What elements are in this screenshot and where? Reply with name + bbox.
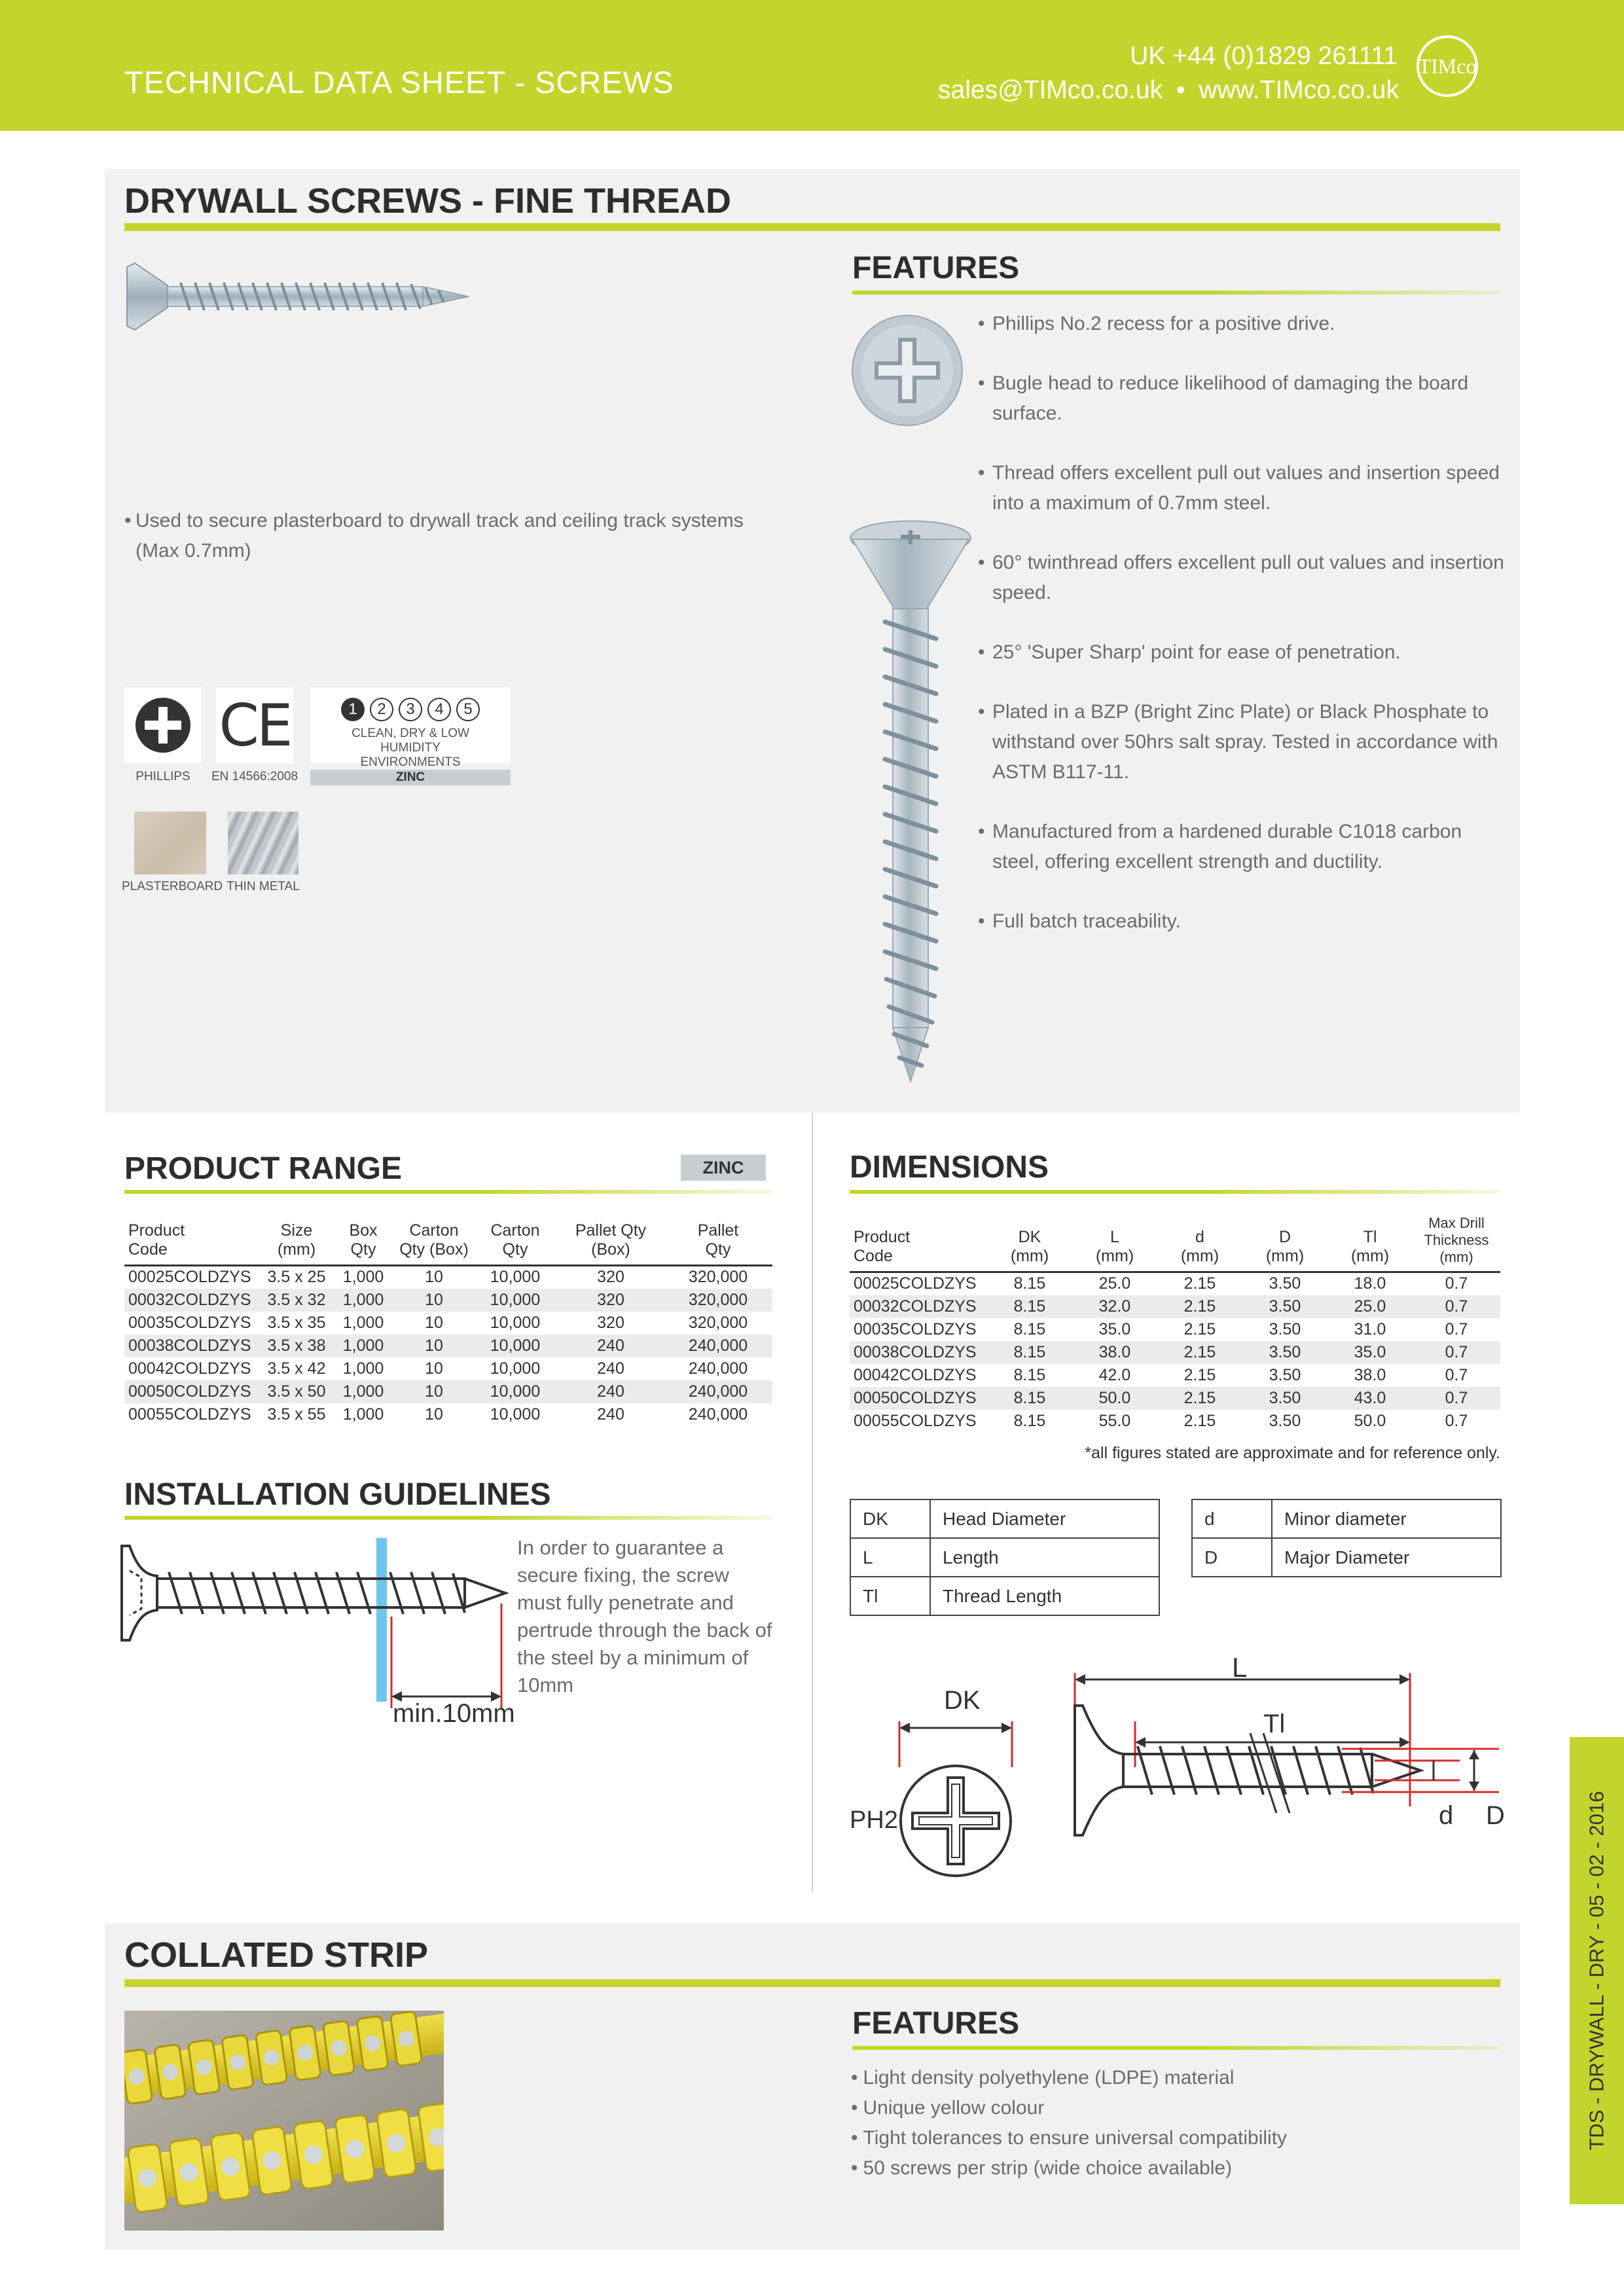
- column-header: Tl (mm): [1350, 1228, 1390, 1265]
- diagram-label-d-minor: d: [1439, 1801, 1454, 1830]
- table-cell: 0.7: [1445, 1274, 1468, 1293]
- table-cell: 3.50: [1269, 1319, 1301, 1338]
- table-cell: 10,000: [490, 1313, 541, 1332]
- collated-feature-text: Tight tolerances to ensure universal compatibility: [863, 2127, 1288, 2149]
- table-cell: 8.15: [987, 1387, 1072, 1410]
- environment-level-2: 2: [370, 698, 393, 721]
- features-rule: [852, 291, 1500, 295]
- collated-features-list: [851, 2063, 1499, 2183]
- installation-min-label: min.10mm: [393, 1699, 515, 1728]
- column-header: DK (mm): [1010, 1228, 1049, 1265]
- table-cell: 1,000: [342, 1359, 384, 1378]
- table-cell: 3.50: [1242, 1387, 1327, 1410]
- column-header: L (mm): [1095, 1228, 1134, 1265]
- table-cell: 25.0: [1098, 1274, 1131, 1293]
- table-cell: 3.5 x 38: [262, 1335, 331, 1357]
- table-cell: 2.15: [1183, 1274, 1216, 1293]
- feature-item-text: Bugle head to reduce likelihood of damaging the board surface.: [992, 372, 1469, 424]
- table-cell: 10,000: [490, 1359, 541, 1378]
- table-cell: 8.15: [1013, 1319, 1046, 1338]
- table-cell: 1,000: [331, 1289, 395, 1312]
- table-cell: 3.5 x 32: [262, 1289, 331, 1312]
- environment-level-1: 1: [341, 698, 365, 721]
- feature-item-text: Manufactured from a hardened durable C1018 carbon steel, offering excellent strength and ductility.: [992, 821, 1462, 872]
- header-phone[interactable]: UK +44 (0)1829 261111: [1130, 42, 1398, 70]
- environment-level-4: 4: [427, 698, 451, 721]
- company-logo: [1416, 35, 1478, 97]
- legend-table-left: [850, 1499, 1160, 1616]
- table-cell: 320,000: [688, 1268, 748, 1287]
- feature-item: • Phillips No.2 recess for a positive drive.: [978, 309, 1508, 339]
- table-cell: 240: [558, 1380, 664, 1403]
- header-contact: [938, 76, 1399, 105]
- table-cell: 10: [425, 1313, 443, 1332]
- table-cell: 00055COLDZYS: [854, 1411, 977, 1430]
- table-cell: 240,000: [688, 1359, 748, 1378]
- feature-item-text: Full batch traceability.: [992, 910, 1181, 932]
- table-cell: 8.15: [1013, 1365, 1046, 1384]
- thin-metal-caption: THIN METAL: [226, 880, 300, 893]
- dimensions-title: DIMENSIONS: [850, 1150, 1049, 1185]
- environment-label: CLEAN, DRY & LOW HUMIDITY ENVIRONMENTS: [352, 726, 469, 769]
- table-row: [850, 1364, 1500, 1387]
- legend-meaning: Length: [930, 1538, 1159, 1577]
- table-cell: 240,000: [664, 1380, 772, 1403]
- table-row: [124, 1312, 772, 1335]
- table-cell: 3.50: [1269, 1274, 1301, 1293]
- table-cell: 00032COLDZYS: [850, 1295, 987, 1318]
- table-cell: 1,000: [331, 1335, 395, 1357]
- table-cell: 0.7: [1413, 1387, 1500, 1410]
- collated-feature-item: • 50 screws per strip (wide choice available): [851, 2157, 1233, 2179]
- table-cell: 10,000: [473, 1335, 558, 1357]
- table-row: [124, 1289, 772, 1312]
- table-cell: 43.0: [1327, 1387, 1413, 1410]
- legend-row: [850, 1499, 1159, 1538]
- table-cell: 2.15: [1183, 1365, 1216, 1384]
- table-cell: 00038COLDZYS: [124, 1335, 262, 1357]
- table-cell: 320: [597, 1313, 624, 1332]
- table-cell: 00032COLDZYS: [124, 1289, 262, 1312]
- legend-symbol: D: [1192, 1538, 1272, 1577]
- features-list: [978, 309, 1508, 966]
- header-title: TECHNICAL DATA SHEET - SCREWS: [124, 65, 674, 99]
- column-header: Box Qty: [349, 1221, 378, 1259]
- logo-text: TIMco: [1418, 54, 1477, 78]
- legend-meaning: Head Diameter: [930, 1499, 1159, 1538]
- table-cell: 3.50: [1242, 1295, 1327, 1318]
- diagram-label-l: L: [1232, 1652, 1248, 1683]
- table-cell: 50.0: [1072, 1387, 1157, 1410]
- table-cell: 3.50: [1269, 1411, 1301, 1430]
- feature-item-text: Phillips No.2 recess for a positive drive.: [992, 313, 1335, 334]
- table-cell: 00050COLDZYS: [850, 1387, 987, 1410]
- feature-item: • Full batch traceability.: [978, 906, 1508, 937]
- collated-title: COLLATED STRIP: [124, 1935, 428, 1975]
- installation-rule: [124, 1516, 772, 1520]
- product-range-table: [124, 1221, 772, 1426]
- side-tab-label: [1570, 1737, 1624, 2204]
- table-cell: 10: [425, 1268, 443, 1287]
- table-cell: 38.0: [1072, 1341, 1157, 1364]
- legend-row: [850, 1577, 1159, 1615]
- table-cell: 8.15: [987, 1295, 1072, 1318]
- table-cell: 0.7: [1445, 1365, 1468, 1384]
- table-cell: 2.15: [1183, 1411, 1216, 1430]
- table-cell: 10: [425, 1405, 443, 1424]
- feature-item: • Plated in a BZP (Bright Zinc Plate) or Black Phosphate to withstand over 50hrs salt spray. Tested in accordance with ASTM B117-11.: [978, 697, 1508, 787]
- table-cell: 3.5 x 50: [262, 1380, 331, 1403]
- plasterboard-swatch: [134, 812, 206, 874]
- header-email[interactable]: sales@TIMco.co.uk: [938, 76, 1163, 104]
- table-cell: 3.5 x 35: [267, 1313, 326, 1332]
- table-cell: 00025COLDZYS: [854, 1274, 977, 1293]
- dimensions-rule: [850, 1190, 1500, 1194]
- header-website[interactable]: www.TIMco.co.uk: [1199, 76, 1399, 104]
- feature-item: • 60° twinthread offers excellent pull out values and insertion speed.: [978, 548, 1508, 608]
- legend-row: [1192, 1499, 1501, 1538]
- environment-badge: [310, 687, 511, 769]
- environment-level-5: 5: [456, 698, 480, 721]
- table-cell: 320,000: [688, 1313, 748, 1332]
- phillips-caption: PHILLIPS: [135, 770, 190, 783]
- usage-text-content: Used to secure plasterboard to drywall track and ceiling track systems (Max 0.7mm): [135, 510, 744, 562]
- column-header: d (mm): [1180, 1228, 1219, 1265]
- table-cell: 3.50: [1269, 1365, 1301, 1384]
- table-cell: 10: [395, 1335, 473, 1357]
- installation-text: In order to guarantee a secure fixing, the screw must fully penetrate and pertrude through the back of the steel by a minimum of 10mm: [517, 1536, 772, 1696]
- dimensions-footnote: *all figures stated are approximate and for reference only.: [1085, 1444, 1500, 1462]
- product-range-title: PRODUCT RANGE: [124, 1151, 403, 1186]
- collated-features-rule: [852, 2046, 1500, 2050]
- table-row: [124, 1403, 772, 1426]
- head-view: [899, 1721, 1012, 1876]
- title-rule: [124, 223, 1500, 231]
- legend-meaning: Major Diameter: [1272, 1538, 1501, 1577]
- table-row: [850, 1410, 1500, 1433]
- table-header-row: [850, 1215, 1500, 1272]
- product-range-rule: [124, 1190, 772, 1194]
- table-cell: 10: [425, 1359, 443, 1378]
- side-view: [1075, 1673, 1499, 1835]
- collated-feature-text: 50 screws per strip (wide choice available): [863, 2157, 1233, 2179]
- table-cell: 00025COLDZYS: [128, 1268, 251, 1287]
- table-row: [124, 1357, 772, 1380]
- ce-badge: [216, 687, 293, 763]
- features-title: FEATURES: [852, 251, 1020, 285]
- environment-level-3: 3: [399, 698, 422, 721]
- table-cell: 3.5 x 25: [267, 1268, 326, 1287]
- legend-symbol: DK: [850, 1499, 930, 1538]
- table-cell: 320,000: [664, 1289, 772, 1312]
- side-tab-text: TDS - DRYWALL - DRY - 05 - 02 - 2016: [1585, 1791, 1608, 2151]
- table-cell: 1,000: [342, 1313, 384, 1332]
- phillips-icon: [124, 687, 202, 763]
- feature-item: • Manufactured from a hardened durable C1018 carbon steel, offering excellent strength and ductility.: [978, 817, 1508, 877]
- table-cell: 1,000: [331, 1380, 395, 1403]
- legend-meaning: Minor diameter: [1272, 1499, 1501, 1538]
- table-cell: 3.5 x 55: [267, 1405, 326, 1424]
- table-cell: 32.0: [1072, 1295, 1157, 1318]
- collated-feature-item: • Unique yellow colour: [851, 2097, 1045, 2119]
- table-cell: 2.15: [1157, 1341, 1242, 1364]
- table-cell: 35.0: [1098, 1319, 1131, 1338]
- table-cell: 2.15: [1157, 1387, 1242, 1410]
- table-cell: 55.0: [1098, 1411, 1131, 1430]
- collated-feature-text: Light density polyethylene (LDPE) material: [863, 2067, 1235, 2089]
- table-cell: 00055COLDZYS: [128, 1405, 251, 1424]
- table-cell: 240,000: [688, 1405, 748, 1424]
- column-header: Pallet Qty (Box): [575, 1221, 647, 1259]
- environment-scale: [310, 698, 511, 721]
- table-cell: 240: [558, 1335, 664, 1357]
- product-range-badge: ZINC: [681, 1155, 766, 1181]
- phillips-head-image: [851, 314, 964, 427]
- collated-feature-text: Unique yellow colour: [863, 2097, 1045, 2119]
- collated-strip-image: [124, 2011, 444, 2231]
- diagram-label-dk: DK: [944, 1686, 981, 1715]
- table-cell: 3.50: [1242, 1341, 1327, 1364]
- legend-symbol: d: [1192, 1499, 1272, 1538]
- plasterboard-caption: PLASTERBOARD: [122, 880, 223, 893]
- table-cell: 31.0: [1354, 1319, 1386, 1338]
- column-header: Max Drill Thickness (mm): [1424, 1215, 1489, 1265]
- table-cell: 8.15: [1013, 1274, 1046, 1293]
- product-title: DRYWALL SCREWS - FINE THREAD: [124, 181, 731, 221]
- table-cell: 3.5 x 42: [267, 1359, 326, 1378]
- feature-item: • Thread offers excellent pull out values and insertion speed into a maximum of 0.7mm steel.: [978, 458, 1508, 518]
- table-header-row: [124, 1221, 772, 1266]
- table-cell: 10: [395, 1380, 473, 1403]
- collated-rule: [124, 1979, 1500, 1987]
- ce-caption: EN 14566:2008: [211, 770, 298, 783]
- diagram-label-d-major: D: [1486, 1801, 1505, 1830]
- diagram-label-tl: Tl: [1263, 1710, 1286, 1738]
- feature-item: • 25° 'Super Sharp' point for ease of penetration.: [978, 637, 1508, 668]
- usage-text: • Used to secure plasterboard to drywall track and ceiling track systems (Max 0.7mm): [124, 506, 779, 566]
- table-cell: 320: [558, 1289, 664, 1312]
- column-divider: [812, 1113, 813, 1892]
- table-cell: 240,000: [664, 1335, 772, 1357]
- column-header: Size (mm): [277, 1221, 316, 1259]
- installation-title: INSTALLATION GUIDELINES: [124, 1477, 551, 1512]
- feature-item: • Bugle head to reduce likelihood of damaging the board surface.: [978, 368, 1508, 429]
- table-cell: 0.7: [1445, 1411, 1468, 1430]
- column-header: Pallet Qty: [697, 1221, 739, 1259]
- table-cell: 240: [597, 1359, 624, 1378]
- table-row: [124, 1380, 772, 1403]
- table-cell: 35.0: [1327, 1341, 1413, 1364]
- table-cell: 320: [597, 1268, 624, 1287]
- legend-symbol: Tl: [850, 1577, 930, 1615]
- legend-symbol: L: [850, 1538, 930, 1577]
- table-cell: 25.0: [1327, 1295, 1413, 1318]
- table-row: [850, 1341, 1500, 1364]
- screw-vertical-image: [848, 511, 973, 1086]
- legend-row: [850, 1538, 1159, 1577]
- thin-metal-swatch: [228, 812, 298, 874]
- collated-features-title: FEATURES: [852, 2006, 1020, 2041]
- table-row: [124, 1335, 772, 1357]
- table-cell: 2.15: [1183, 1319, 1216, 1338]
- table-cell: 42.0: [1098, 1365, 1131, 1384]
- collated-feature-item: • Tight tolerances to ensure universal compatibility: [851, 2127, 1288, 2149]
- table-cell: 0.7: [1445, 1319, 1468, 1338]
- collated-feature-item: • Light density polyethylene (LDPE) material: [851, 2067, 1235, 2089]
- feature-item-text: Thread offers excellent pull out values and insertion speed into a maximum of 0.7mm steel.: [992, 462, 1500, 514]
- column-header: Carton Qty (Box): [399, 1221, 469, 1259]
- table-cell: 18.0: [1354, 1274, 1386, 1293]
- table-cell: 8.15: [1013, 1411, 1046, 1430]
- table-cell: 00042COLDZYS: [854, 1365, 977, 1384]
- table-cell: 8.15: [987, 1341, 1072, 1364]
- ce-mark-icon: CE: [219, 691, 291, 759]
- table-cell: 38.0: [1354, 1365, 1386, 1384]
- legend-meaning: Thread Length: [930, 1577, 1159, 1615]
- table-cell: 00050COLDZYS: [124, 1380, 262, 1403]
- feature-item-text: 60° twinthread offers excellent pull out values and insertion speed.: [992, 552, 1504, 603]
- table-cell: 1,000: [342, 1405, 384, 1424]
- phillips-badge: [124, 687, 202, 763]
- feature-item-text: 25° 'Super Sharp' point for ease of penetration.: [992, 641, 1401, 663]
- dimension-diagram: [844, 1649, 1519, 1885]
- table-cell: 1,000: [342, 1268, 384, 1287]
- diagram-label-ph2: PH2: [850, 1806, 898, 1834]
- column-header: Product Code: [854, 1228, 911, 1265]
- table-row: [850, 1318, 1500, 1341]
- table-cell: 00035COLDZYS: [854, 1319, 977, 1338]
- table-cell: 00042COLDZYS: [128, 1359, 251, 1378]
- installation-diagram: [115, 1532, 514, 1728]
- feature-item-text: Plated in a BZP (Bright Zinc Plate) or Black Phosphate to withstand over 50hrs salt spray. Tested in accordance with ASTM B117-11.: [992, 701, 1498, 783]
- table-cell: 10,000: [490, 1268, 541, 1287]
- table-cell: 10: [395, 1289, 473, 1312]
- table-cell: 00035COLDZYS: [128, 1313, 251, 1332]
- header-separator: •: [1176, 76, 1185, 104]
- table-cell: 10,000: [490, 1405, 541, 1424]
- table-cell: 0.7: [1413, 1295, 1500, 1318]
- table-row: [850, 1272, 1500, 1295]
- legend-row: [1192, 1538, 1501, 1577]
- table-cell: 50.0: [1354, 1411, 1386, 1430]
- table-row: [850, 1295, 1500, 1318]
- table-cell: 00038COLDZYS: [850, 1341, 987, 1364]
- table-row: [124, 1266, 772, 1289]
- table-cell: 10,000: [473, 1380, 558, 1403]
- finish-zinc-label: ZINC: [310, 770, 511, 785]
- table-cell: 2.15: [1157, 1295, 1242, 1318]
- column-header: D (mm): [1265, 1228, 1305, 1265]
- legend-table-right: [1191, 1499, 1502, 1577]
- table-cell: 0.7: [1413, 1341, 1500, 1364]
- table-cell: 10,000: [473, 1289, 558, 1312]
- table-cell: 240: [597, 1405, 624, 1424]
- column-header: Product Code: [128, 1221, 185, 1259]
- dimensions-table: [850, 1215, 1500, 1433]
- screw-side-image: [122, 260, 475, 332]
- table-row: [850, 1387, 1500, 1410]
- column-header: Carton Qty: [490, 1221, 540, 1259]
